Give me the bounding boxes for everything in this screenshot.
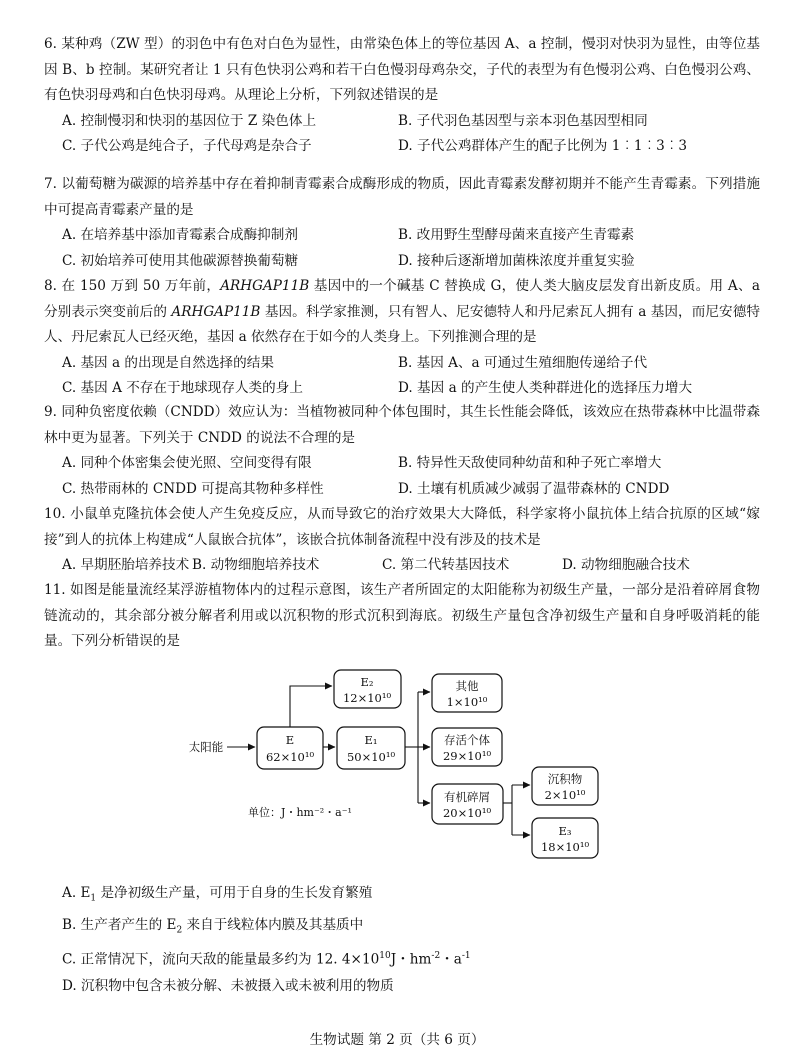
e1-name: E₁ (364, 733, 378, 747)
detritus-name: 有机碎屑 (444, 790, 490, 804)
question-8-stem-part-1: 8. 在 150 万到 50 万年前， (44, 278, 221, 294)
question-8-options-row-1 (44, 351, 760, 377)
option-11c-unit-1: J・hm (390, 951, 432, 968)
option-8c[interactable]: C. 基因 A 不存在于地球现存人类的身上 (62, 380, 303, 397)
question-10-options-row (44, 553, 760, 579)
option-11a-text: 是净初级生产量，可用于自身的生长发育繁殖 (96, 885, 373, 901)
option-8a[interactable]: A. 基因 a 的出现是自然选择的结果 (62, 354, 274, 371)
e-value: 62×10¹⁰ (265, 750, 315, 764)
option-7a[interactable]: A. 在培养基中添加青霉素合成酶抑制剂 (62, 227, 298, 244)
option-9b[interactable]: B. 特异性天敌使同种幼苗和种子死亡率增大 (398, 455, 662, 472)
option-6d[interactable]: D. 子代公鸡群体产生的配子比例为 1︰1︰3︰3 (398, 138, 688, 155)
option-8d[interactable]: D. 基因 a 的产生使人类种群进化的选择压力增大 (398, 380, 693, 397)
question-6-options-row-1 (44, 109, 760, 135)
other-value: 1×10¹⁰ (446, 695, 488, 709)
option-7b[interactable]: B. 改用野生型酵母菌来直接产生青霉素 (398, 227, 635, 244)
question-9-options-row-1 (44, 451, 760, 477)
question-11-options (44, 880, 760, 999)
option-11c-exp-2: -2 (431, 951, 441, 962)
question-9-stem: 9. 同种负密度依赖（CNDD）效应认为：当植物被同种个体包围时，其生长性能会降低，该效应在热带森林中比温带森林中更为显著。下列关于 CNDD 的说法不合理的是 (44, 404, 760, 446)
e-name: E (285, 733, 295, 747)
option-10a[interactable]: A. 早期胚胎培养技术 (62, 557, 190, 574)
question-8 (44, 274, 760, 402)
question-6-options-row-2 (44, 134, 760, 160)
other-name: 其他 (455, 679, 479, 693)
gene-name: ARHGAP11B (220, 278, 310, 294)
question-11-stem: 11. 如图是能量流经某浮游植物体内的过程示意图，该生产者所固定的太阳能称为初级生产量，一部分是沿着碎屑食物链流动的，其余部分被分解者利用或以沉积物的形式沉积到海底。初级生产量包含净初级生产量和自身呼吸消耗的能量。下列分析错误的是 (44, 582, 760, 650)
question-7-stem: 7. 以葡萄糖为碳源的培养基中存在着抑制青霉素合成酶形成的物质，因此青霉素发酵初期并不能产生青霉素。下列措施中可提高青霉素产量的是 (44, 176, 760, 218)
question-7-options-row-2 (44, 249, 760, 275)
e1-value: 50×10¹⁰ (346, 750, 396, 764)
question-11 (44, 578, 760, 655)
option-8b[interactable]: B. 基因 A、a 可通过生殖细胞传递给子代 (398, 354, 648, 371)
option-9c[interactable]: C. 热带雨林的 CNDD 可提高其物种多样性 (62, 480, 324, 497)
alive-value: 29×10¹⁰ (442, 749, 492, 763)
question-10 (44, 502, 760, 579)
question-7 (44, 172, 760, 274)
option-7d[interactable]: D. 接种后逐渐增加菌株浓度并重复实验 (398, 252, 635, 269)
question-9-options-row-2 (44, 477, 760, 503)
sediment-name: 沉积物 (547, 772, 583, 786)
question-9 (44, 400, 760, 502)
option-11c-prefix: C. 正常情况下，流向天敌的能量最多约为 12. 4×10 (62, 951, 380, 968)
question-10-stem: 10. 小鼠单克隆抗体会使人产生免疫反应，从而导致它的治疗效果大大降低，科学家将小鼠抗体上结合抗原的区域“嫁接”到人的抗体上构建成“人鼠嵌合抗体”，该嵌合抗体制备流程中没有涉及的技术是 (44, 506, 760, 548)
solar-energy-label: 太阳能 (188, 740, 224, 754)
energy-flow-diagram (0, 655, 794, 870)
question-8-stem (44, 274, 760, 351)
option-9a[interactable]: A. 同种个体密集会使光照、空间变得有限 (62, 455, 312, 472)
option-11a[interactable] (44, 880, 760, 912)
option-9d[interactable]: D. 土壤有机质减少减弱了温带森林的 CNDD (398, 480, 670, 497)
page-footer: 生物试题 第 2 页（共 6 页） (309, 1032, 485, 1048)
e3-value: 18×10¹⁰ (540, 840, 590, 854)
option-11c[interactable] (44, 943, 760, 973)
question-6 (44, 32, 760, 160)
e3-name: E₃ (558, 824, 572, 838)
gene-name-repeat: ARHGAP11B (171, 303, 261, 320)
option-7c[interactable]: C. 初始培养可使用其他碳源替换葡萄糖 (62, 252, 299, 269)
option-6c[interactable]: C. 子代公鸡是纯合子，子代母鸡是杂合子 (62, 138, 312, 155)
option-11a-sub: 1 (90, 893, 97, 904)
option-11a-prefix: A. E (62, 885, 91, 901)
alive-name: 存活个体 (444, 733, 490, 747)
option-6b[interactable]: B. 子代羽色基因型与亲本羽色基因型相同 (398, 112, 648, 129)
question-6-stem: 6. 某种鸡（ZW 型）的羽色中有色对白色为显性，由常染色体上的等位基因 A、a 控制，慢羽对快羽为显性，由等位基因 B、b 控制。某研究者让 1 只有色快羽公鸡和若干白色慢羽母鸡杂交，子代的表型为有色慢羽公鸡、白色慢羽公鸡、有色快羽母鸡和白色快羽母鸡。从理论上分析，下列叙述错误的是 (44, 36, 760, 104)
question-7-options-row-1 (44, 223, 760, 249)
question-8-stem-part-3: 基因。科学家推测，只有智人、尼安德特人和丹尼索瓦人拥有 a 基因，而尼安德特人、丹尼索瓦人已经灭绝，基因 a 依然存在于如今的人类身上。下列推测合理的是 (44, 303, 760, 346)
option-11b-prefix: B. 生产者产生的 E (62, 916, 177, 933)
unit-label: 单位：J・hm⁻²・a⁻¹ (248, 806, 352, 819)
e2-name: E₂ (360, 675, 374, 689)
option-11b[interactable] (44, 912, 760, 944)
sediment-value: 2×10¹⁰ (544, 788, 586, 802)
question-8-options-row-2 (44, 376, 760, 402)
option-10d[interactable]: D. 动物细胞融合技术 (562, 557, 690, 574)
e2-value: 12×10¹⁰ (342, 691, 392, 705)
option-11b-text: 来自于线粒体内膜及其基质中 (182, 916, 364, 933)
question-8-stem-part-2: 基因中的一个碱基 C 替换成 G，使人类大脑皮层发育出新皮质。用 A、a 分别表示突变前后的 (44, 278, 760, 320)
option-10b[interactable]: B. 动物细胞培养技术 (192, 557, 320, 574)
detritus-value: 20×10¹⁰ (442, 806, 492, 820)
option-11c-exp-1: 10 (379, 951, 391, 962)
option-11c-exp-3: -1 (461, 951, 471, 962)
option-6a[interactable]: A. 控制慢羽和快羽的基因位于 Z 染色体上 (62, 112, 317, 129)
option-11c-unit-2: ・a (440, 951, 462, 968)
option-11b-sub: 2 (176, 925, 183, 936)
option-11d[interactable]: D. 沉积物中包含未被分解、未被摄入或未被利用的物质 (62, 977, 394, 994)
option-10c[interactable]: C. 第二代转基因技术 (382, 557, 510, 574)
